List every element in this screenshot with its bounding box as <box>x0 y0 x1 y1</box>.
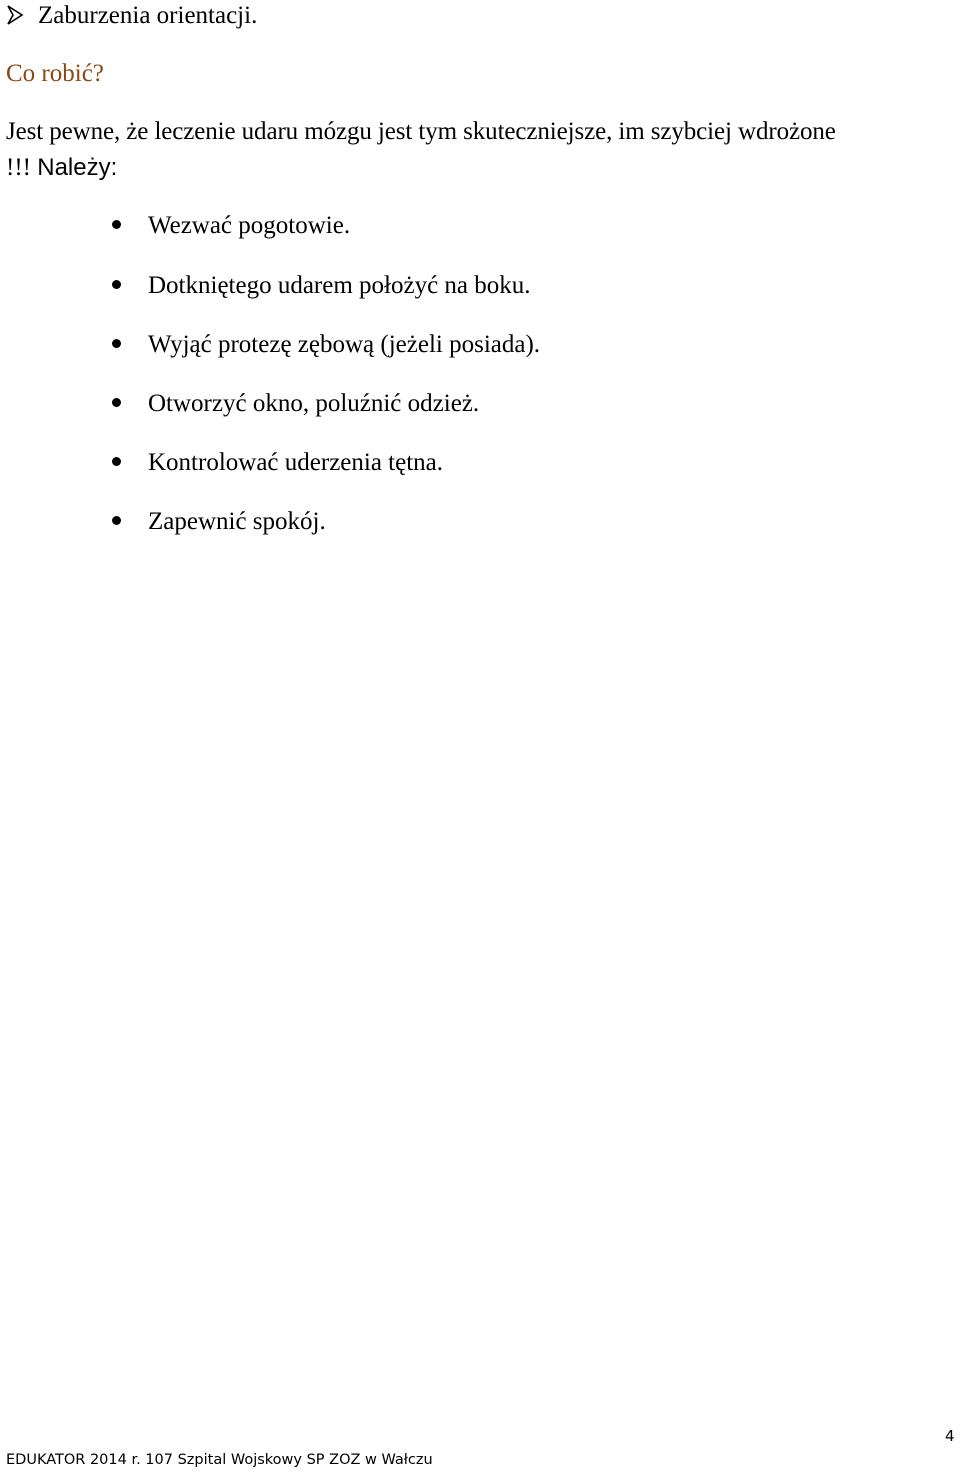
bullet-item <box>112 388 479 420</box>
bullet-dot-icon <box>112 457 121 466</box>
page-number: 4 <box>945 1427 955 1445</box>
paragraph-line-1: Jest pewne, że leczenie udaru mózgu jest tym skuteczniejsze, im szybciej wdrożone <box>6 118 836 145</box>
bullet-item <box>112 270 531 302</box>
arrow-list-item-text: Zaburzenia orientacji. <box>38 2 258 29</box>
bullet-item <box>112 447 443 479</box>
paragraph-line-2 <box>6 152 117 184</box>
bullet-item <box>112 329 540 361</box>
bullet-item <box>112 506 326 538</box>
bullet-item <box>112 210 350 242</box>
exclamation-marks: !!! <box>6 154 38 181</box>
nalezy-label: Należy: <box>37 154 118 181</box>
bullet-dot-icon <box>112 280 121 289</box>
bullet-dot-icon <box>112 339 121 348</box>
bullet-dot-icon <box>112 398 121 407</box>
bullet-text: Wyjąć protezę zębową (jeżeli posiada). <box>148 331 541 358</box>
bullet-text: Wezwać pogotowie. <box>148 212 351 239</box>
bullet-text: Zapewnić spokój. <box>148 508 326 535</box>
bullet-dot-icon <box>112 516 121 525</box>
footer-text: EDUKATOR 2014 r. 107 Szpital Wojskowy SP ZOZ w Wałczu <box>6 1452 433 1468</box>
arrow-bullet-icon <box>6 5 24 25</box>
section-heading: Co robić? <box>6 60 104 87</box>
arrow-list-item <box>6 0 257 32</box>
bullet-text: Kontrolować uderzenia tętna. <box>148 449 444 476</box>
bullet-text: Otworzyć okno, poluźnić odzież. <box>148 390 480 417</box>
bullet-text: Dotkniętego udarem położyć na boku. <box>148 272 531 299</box>
bullet-dot-icon <box>112 220 121 229</box>
